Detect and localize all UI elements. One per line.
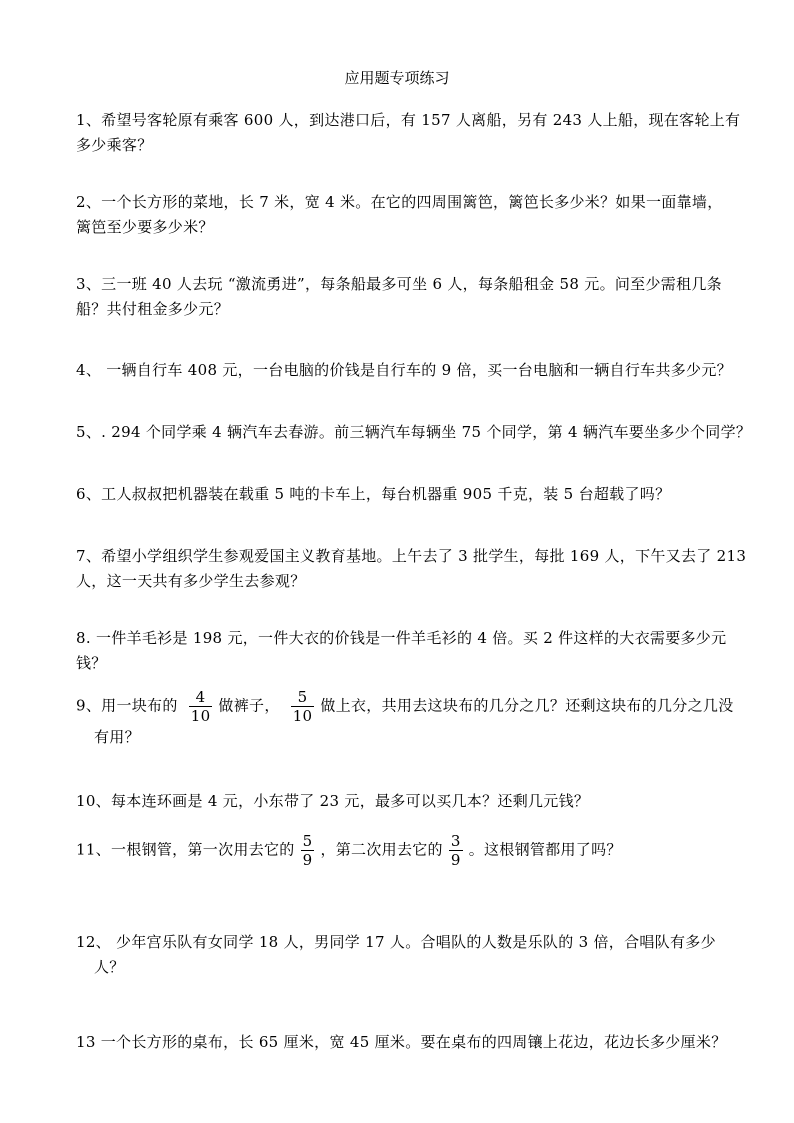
question-9-text-c: 做上衣，共用去这块布的几分之几？还剩这块布的几分之几没 <box>320 696 734 715</box>
question-12-line-2: 人？ <box>94 958 125 976</box>
fraction-4-10 <box>189 688 213 725</box>
question-9-line-2: 有用？ <box>94 728 140 746</box>
fraction-numerator: 5 <box>291 688 315 707</box>
question-6 <box>76 482 744 507</box>
question-9-line-1 <box>76 688 744 725</box>
question-11-line-1 <box>76 832 744 869</box>
question-12-line-1: 12、 少年宫乐队有女同学 18 人，男同学 17 人。合唱队的人数是乐队的 3 倍，合唱队有多少 <box>76 933 716 951</box>
question-4-line-1: 4、 一辆自行车 408 元，一台电脑的价钱是自行车的 9 倍，买一台电脑和一辆自行车共多少元？ <box>76 361 732 379</box>
question-11 <box>76 832 744 869</box>
question-7-line-1: 7、希望小学组织学生参观爱国主义教育基地。上午去了 3 批学生，每批 169 人，下午又去了 213 <box>76 547 747 565</box>
question-5 <box>76 420 752 445</box>
fraction-5-10 <box>291 688 315 725</box>
question-11-text-b: ，第二次用去它的 <box>320 840 443 859</box>
fraction-denominator: 10 <box>190 707 211 725</box>
question-6-line-1: 6、工人叔叔把机器装在载重 5 吨的卡车上，每台机器重 905 千克，装 5 台超载了吗？ <box>76 485 671 503</box>
question-11-text-c: 。这根钢管都用了吗？ <box>468 840 622 859</box>
fraction-numerator: 4 <box>189 688 213 707</box>
question-9-text-a: 9、用一块布的 <box>76 696 178 715</box>
question-9-text-b: 做裤子， <box>218 696 280 715</box>
fraction-3-9 <box>449 832 463 869</box>
question-13 <box>76 1030 744 1055</box>
question-1 <box>76 108 744 158</box>
fraction-denominator: 10 <box>292 707 313 725</box>
question-11-text-a: 11、一根钢管，第一次用去它的 <box>76 840 295 859</box>
question-3-line-2: 船？共付租金多少元？ <box>76 300 230 318</box>
question-10-line-1: 10、每本连环画是 4 元，小东带了 23 元，最多可以买几本？还剩几元钱？ <box>76 792 590 810</box>
question-9 <box>76 688 744 750</box>
question-1-line-1: 1、希望号客轮原有乘客 600 人，到达港口后，有 157 人离船，另有 243 人上船，现在客轮上有 <box>76 111 741 129</box>
question-1-line-2: 多少乘客？ <box>76 136 153 154</box>
page-title: 应用题专项练习 <box>344 69 450 87</box>
question-3 <box>76 272 744 322</box>
question-10 <box>76 789 744 814</box>
fraction-numerator: 3 <box>450 832 461 850</box>
question-8-line-1: 8. 一件羊毛衫是 198 元，一件大衣的价钱是一件羊毛衫的 4 倍。买 2 件这样的大衣需要多少元 <box>76 629 727 647</box>
question-2 <box>76 190 744 240</box>
question-2-line-2: 篱笆至少要多少米？ <box>76 218 214 236</box>
fraction-5-9 <box>301 832 315 869</box>
question-7-line-2: 人，这一天共有多少学生去参观？ <box>76 572 306 590</box>
fraction-denominator: 9 <box>450 851 461 869</box>
question-2-line-1: 2、一个长方形的菜地，长 7 米，宽 4 米。在它的四周围篱笆，篱笆长多少米？如果一面靠墙， <box>76 193 723 211</box>
question-5-line-1: 5、. 294 个同学乘 4 辆汽车去春游。前三辆汽车每辆坐 75 个同学，第 4 辆汽车要坐多少个同学？ <box>76 423 752 441</box>
question-7 <box>76 544 747 594</box>
question-4 <box>76 358 744 383</box>
question-12 <box>76 930 744 980</box>
question-13-line-1: 13 一个长方形的桌布，长 65 厘米，宽 45 厘米。要在桌布的四周镶上花边，花边长多少厘米？ <box>76 1033 727 1051</box>
fraction-numerator: 5 <box>302 832 313 850</box>
question-3-line-1: 3、三一班 40 人去玩 “激流勇进”，每条船最多可坐 6 人，每条船租金 58 元。问至少需租几条 <box>76 275 722 293</box>
fraction-denominator: 9 <box>302 851 313 869</box>
question-8 <box>76 626 744 676</box>
question-8-line-2: 钱？ <box>76 654 107 672</box>
